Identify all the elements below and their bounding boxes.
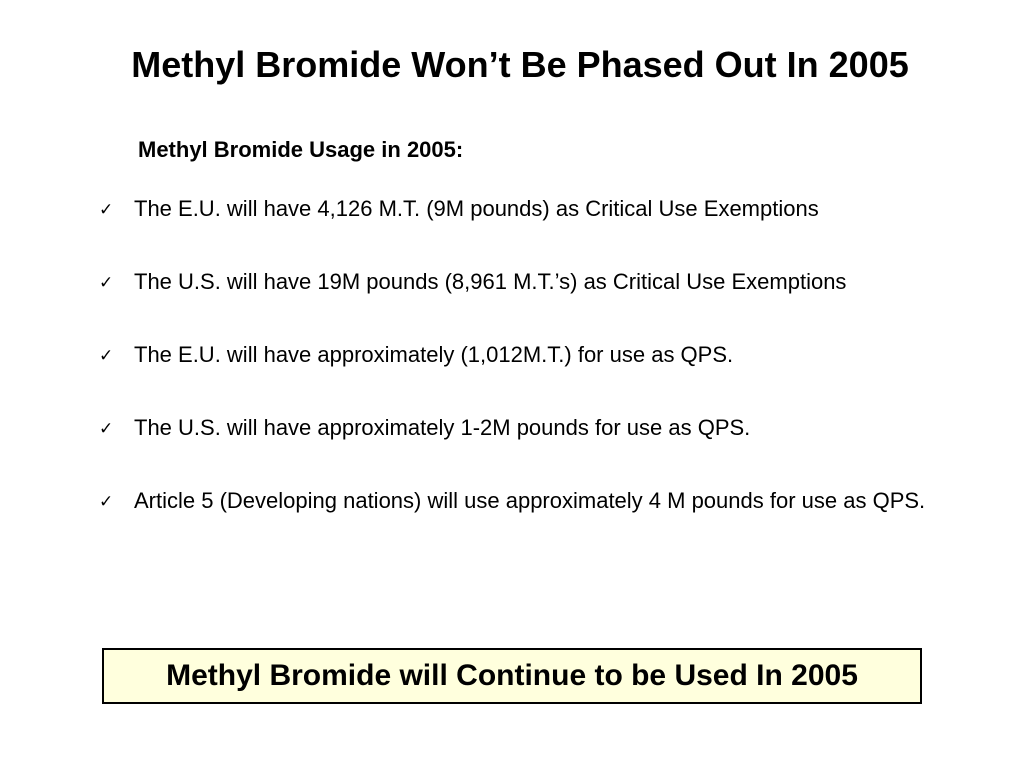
callout-box: Methyl Bromide will Continue to be Used In 2005 (102, 648, 922, 704)
checkmark-icon: ✓ (99, 273, 114, 293)
bullet-item (96, 486, 936, 516)
bullet-item (96, 413, 936, 443)
checkmark-icon: ✓ (99, 346, 114, 366)
bullet-item (96, 340, 936, 370)
bullet-text: The E.U. will have 4,126 M.T. (9M pounds) as Critical Use Exemptions (134, 196, 819, 221)
bullet-text: The U.S. will have 19M pounds (8,961 M.T.’s) as Critical Use Exemptions (134, 269, 847, 294)
slide-title: Methyl Bromide Won’t Be Phased Out In 2005 (131, 44, 909, 85)
checkmark-icon: ✓ (99, 200, 114, 220)
checkmark-icon: ✓ (99, 492, 114, 512)
bullet-text: The E.U. will have approximately (1,012M.T.) for use as QPS. (134, 342, 734, 367)
bullet-text: The U.S. will have approximately 1-2M pounds for use as QPS. (134, 415, 751, 440)
checkmark-icon: ✓ (99, 419, 114, 439)
bullet-text: Article 5 (Developing nations) will use approximately 4 M pounds for use as QPS. (134, 488, 926, 513)
bullet-list (96, 194, 936, 559)
bullet-item (96, 194, 936, 224)
slide-subtitle: Methyl Bromide Usage in 2005: (138, 137, 464, 162)
bullet-item (96, 267, 936, 297)
